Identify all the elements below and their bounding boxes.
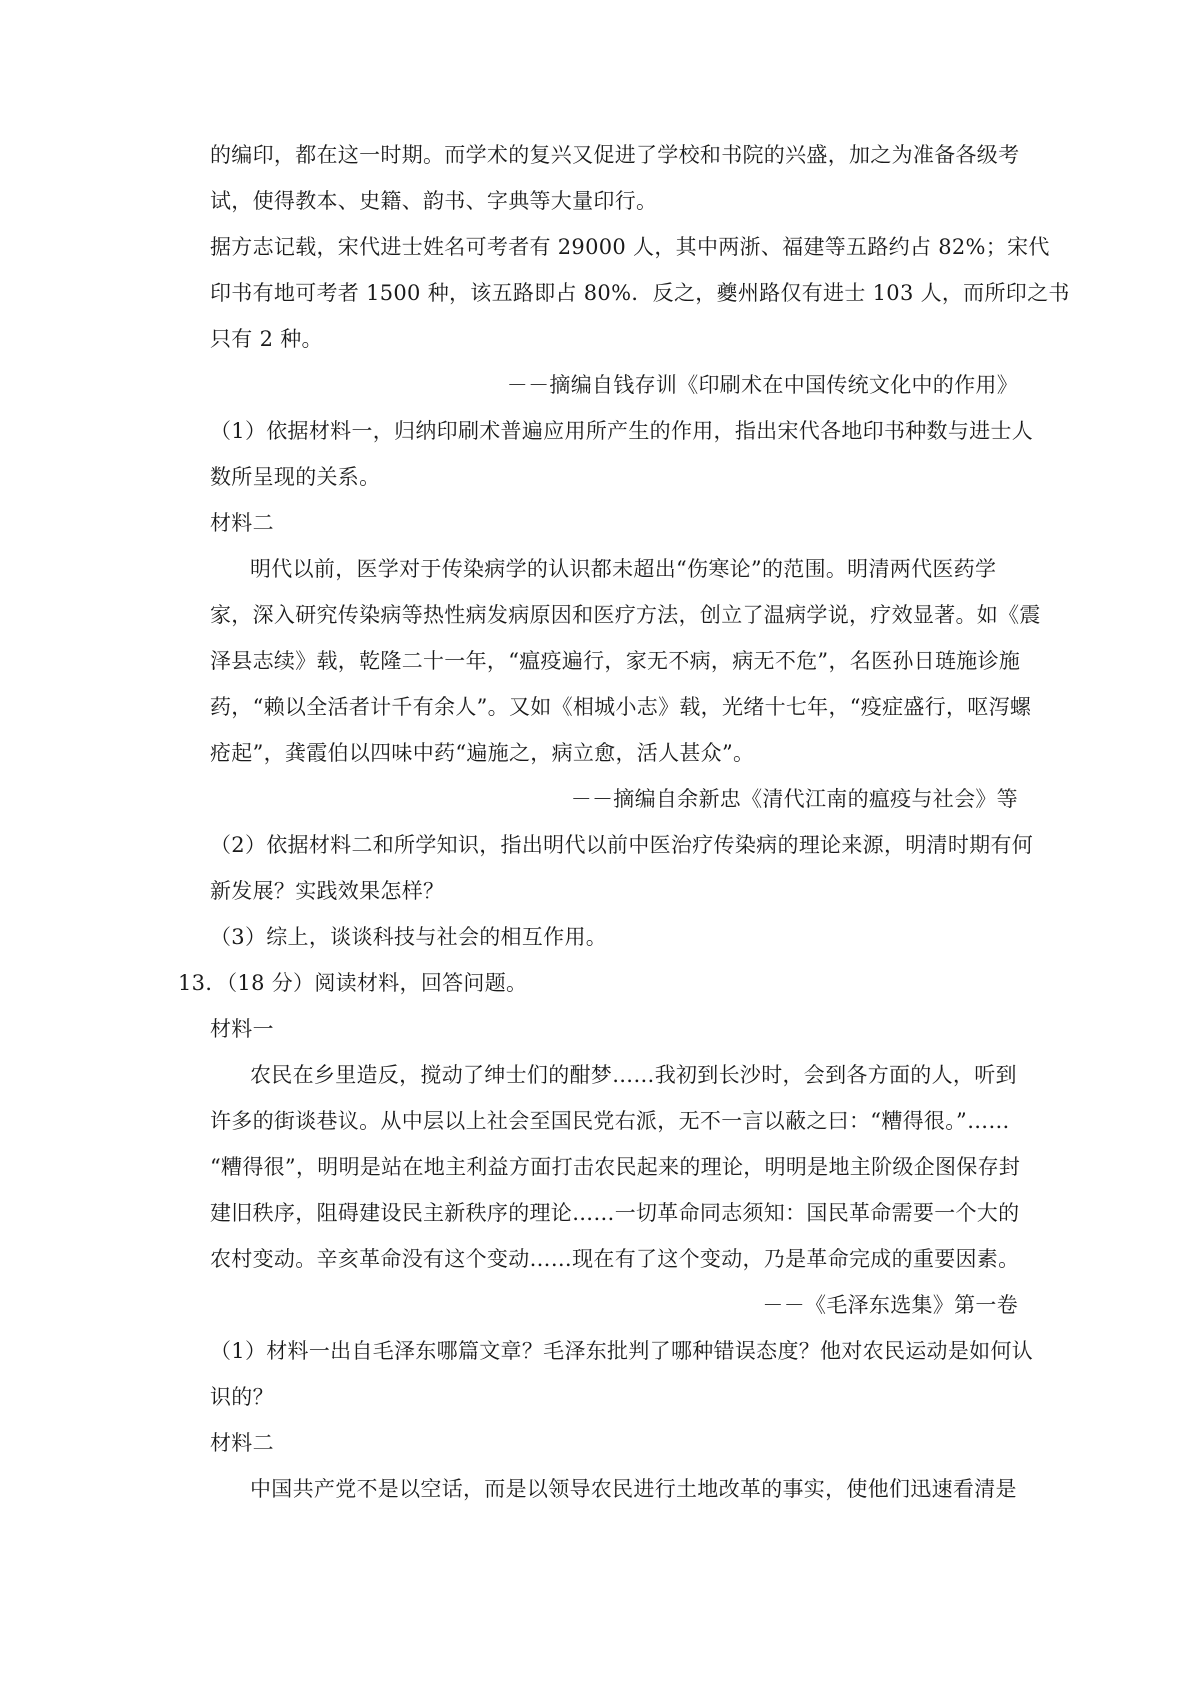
- text-line: 据方志记载，宋代进士姓名可考者有 29000 人，其中两浙、福建等五路约占 82%；宋代: [210, 235, 1050, 259]
- question-1-1: （1）依据材料一，归纳印刷术普遍应用所产生的作用，指出宋代各地印书种数与进士人: [210, 419, 1034, 443]
- text-line: 试，使得教本、史籍、韵书、字典等大量印行。: [210, 189, 658, 213]
- text-line: 泽县志续》载，乾隆二十一年，“瘟疫遍行，家无不病，病无不危”，名医孙日琏施诊施: [210, 649, 1021, 673]
- text-line: 建旧秩序，阻碍建设民主新秩序的理论……一切革命同志须知：国民革命需要一个大的: [210, 1201, 1020, 1225]
- text-line: 许多的街谈巷议。从中层以上社会至国民党右派，无不一言以蔽之曰：“糟得很。”……: [210, 1109, 1010, 1133]
- text-line: 疮起”，龚霞伯以四味中药“遍施之，病立愈，活人甚众”。: [210, 741, 755, 765]
- text-line: 农民在乡里造反，搅动了绅士们的酣梦……我初到长沙时，会到各方面的人，听到: [250, 1063, 1017, 1087]
- text-line: 家，深入研究传染病等热性病发病原因和医疗方法，创立了温病学说，疗效显著。如《震: [210, 603, 1041, 627]
- text-line: 新发展？实践效果怎样？: [210, 879, 445, 903]
- text-line: 农村变动。辛亥革命没有这个变动……现在有了这个变动，乃是革命完成的重要因素。: [210, 1247, 1020, 1271]
- material-heading: 材料二: [210, 1431, 274, 1455]
- text-line: 药，“赖以全活者计千有余人”。又如《相城小志》载，光绪十七年，“疫症盛行，呕泻螺: [210, 695, 1032, 719]
- text-line: 的编印，都在这一时期。而学术的复兴又促进了学校和书院的兴盛，加之为准备各级考: [210, 143, 1020, 167]
- source-citation: －－摘编自余新忠《清代江南的瘟疫与社会》等: [570, 787, 1018, 811]
- text-line: 只有 2 种。: [210, 327, 323, 351]
- text-line: 识的？: [210, 1385, 274, 1409]
- source-citation: －－《毛泽东选集》第一卷: [762, 1293, 1018, 1317]
- text-line: 印书有地可考者 1500 种，该五路即占 80%．反之，夔州路仅有进士 103 人，而所印之书: [210, 281, 1070, 305]
- question-1-3: （3）综上，谈谈科技与社会的相互作用。: [210, 925, 608, 949]
- material-heading: 材料一: [210, 1017, 274, 1041]
- text-line: 明代以前，医学对于传染病学的认识都未超出“伤寒论”的范围。明清两代医药学: [250, 557, 997, 581]
- question-1-2: （2）依据材料二和所学知识，指出明代以前中医治疗传染病的理论来源，明清时期有何: [210, 833, 1034, 857]
- material-heading: 材料二: [210, 511, 274, 535]
- question-13-heading: 13．（18 分）阅读材料，回答问题。: [178, 971, 528, 995]
- text-line: 中国共产党不是以空话，而是以领导农民进行土地改革的事实，使他们迅速看清是: [250, 1477, 1017, 1501]
- source-citation: －－摘编自钱存训《印刷术在中国传统文化中的作用》: [506, 373, 1018, 397]
- question-13-1: （1）材料一出自毛泽东哪篇文章？毛泽东批判了哪种错误态度？他对农民运动是如何认: [210, 1339, 1034, 1363]
- text-line: “糟得很”，明明是站在地主利益方面打击农民起来的理论，明明是地主阶级企图保存封: [210, 1155, 1021, 1179]
- text-line: 数所呈现的关系。: [210, 465, 381, 489]
